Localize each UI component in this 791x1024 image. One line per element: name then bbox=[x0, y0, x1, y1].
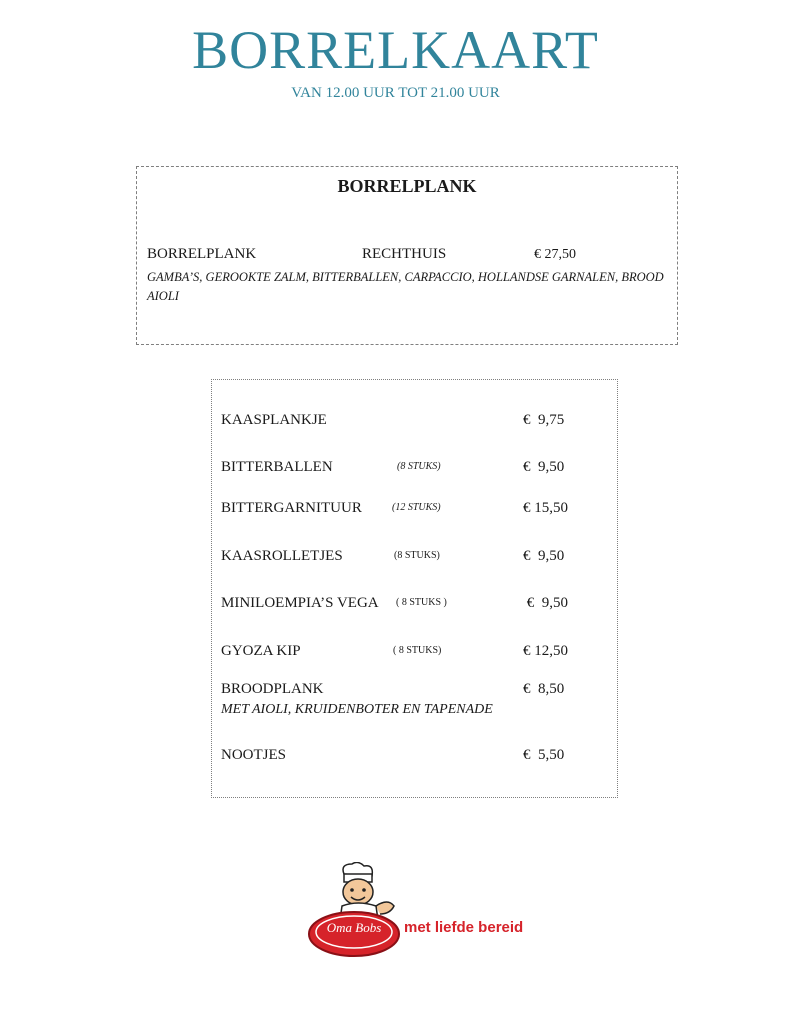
menu-items-section bbox=[211, 379, 618, 798]
menu-item bbox=[212, 681, 617, 717]
menu-item bbox=[212, 747, 617, 771]
menu-item-quantity: (8 STUKS) bbox=[394, 550, 440, 561]
borrelplank-item-name: BORRELPLANK bbox=[147, 246, 257, 262]
menu-item-price: € 15,50 bbox=[523, 500, 568, 516]
menu-item bbox=[212, 459, 617, 483]
menu-item-name: NOOTJES bbox=[221, 747, 287, 763]
menu-item-name: MINILOEMPIA’S VEGA bbox=[221, 595, 379, 611]
menu-item-price: € 9,75 bbox=[523, 412, 565, 428]
logo-tagline: met liefde bereid bbox=[404, 919, 524, 936]
borrelplank-section bbox=[136, 166, 678, 345]
menu-item-name: BROODPLANK bbox=[221, 681, 324, 697]
menu-item-description: MET AIOLI, KRUIDENBOTER EN TAPENADE bbox=[221, 702, 493, 717]
menu-item-quantity: ( 8 STUKS) bbox=[393, 645, 442, 656]
menu-item-price: € 12,50 bbox=[523, 643, 568, 659]
menu-item bbox=[212, 643, 617, 667]
page-title: BORRELKAART bbox=[192, 20, 599, 80]
menu-item bbox=[212, 500, 617, 524]
menu-item-price: € 9,50 bbox=[523, 595, 568, 611]
menu-item bbox=[212, 548, 617, 572]
borrelplank-heading: BORRELPLANK bbox=[337, 176, 477, 196]
menu-item bbox=[212, 412, 617, 436]
menu-item-price: € 9,50 bbox=[523, 459, 565, 475]
menu-item-price: € 9,50 bbox=[523, 548, 565, 564]
oma-bobs-logo bbox=[306, 862, 546, 962]
borrelplank-item-location: RECHTHUIS bbox=[362, 246, 447, 262]
menu-item-name: BITTERGARNITUUR bbox=[221, 500, 362, 516]
opening-hours: VAN 12.00 UUR TOT 21.00 UUR bbox=[291, 85, 500, 101]
chef-mascot-icon bbox=[306, 862, 406, 962]
menu-item-name: KAASPLANKJE bbox=[221, 412, 327, 428]
menu-item-price: € 8,50 bbox=[523, 681, 565, 697]
menu-item-price: € 5,50 bbox=[523, 747, 565, 763]
menu-item-quantity: (8 STUKS) bbox=[397, 461, 441, 472]
menu-item-quantity: ( 8 STUKS ) bbox=[396, 597, 447, 608]
borrelplank-item-description: GAMBA’S, GEROOKTE ZALM, BITTERBALLEN, CARPACCIO, HOLLANDSE GARNALEN, BROOD AIOLI bbox=[147, 270, 664, 303]
menu-item-name: GYOZA KIP bbox=[221, 643, 301, 659]
menu-item-quantity: (12 STUKS) bbox=[392, 502, 441, 513]
menu-item-name: KAASROLLETJES bbox=[221, 548, 343, 564]
borrelplank-item-price: € 27,50 bbox=[534, 247, 576, 262]
menu-item bbox=[212, 595, 617, 619]
logo-text: Oma Bobs bbox=[326, 920, 382, 935]
menu-item-name: BITTERBALLEN bbox=[221, 459, 333, 475]
